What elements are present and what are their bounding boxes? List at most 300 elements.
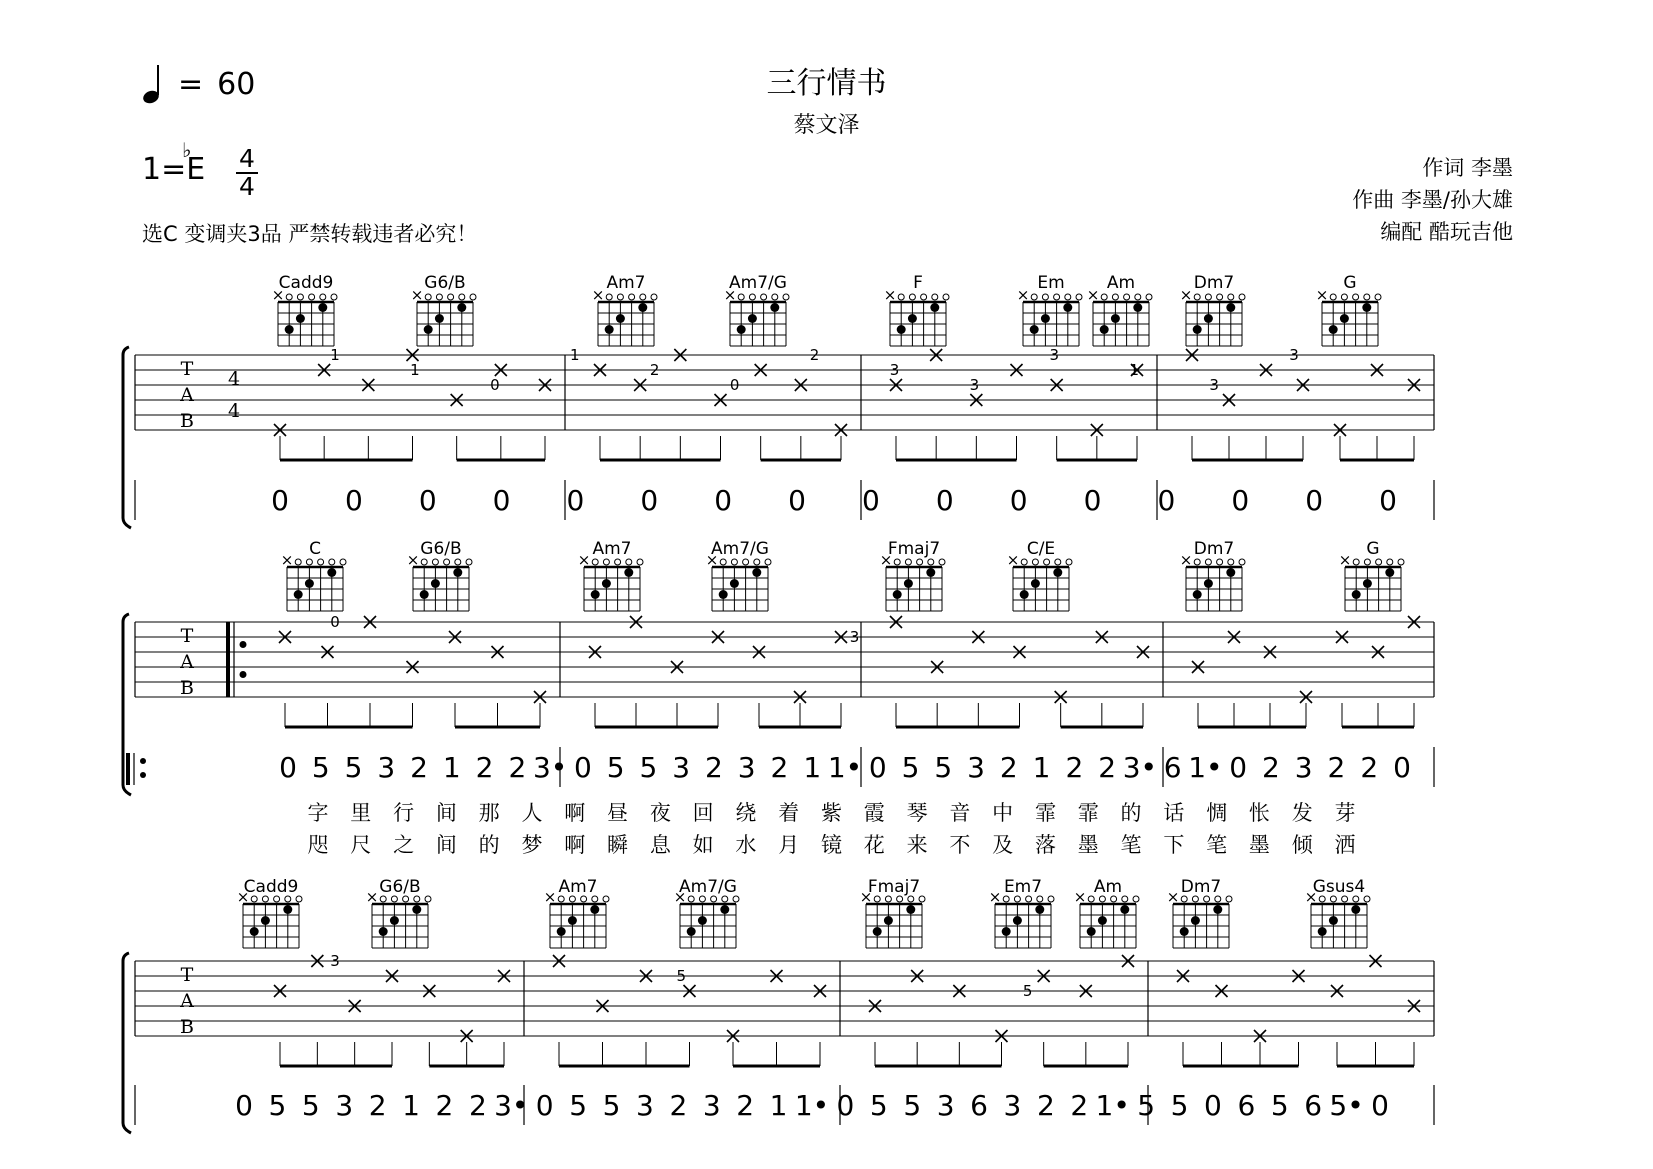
- jianpu-note: 2: [508, 751, 527, 784]
- chord-open-mark: [1205, 559, 1211, 565]
- chord-open-mark: [603, 896, 609, 902]
- lyric-verse-2: 笔: [1206, 833, 1228, 857]
- chord-open-mark: [1124, 294, 1130, 300]
- jianpu-note: 5: [569, 1089, 588, 1122]
- lyric-verse-1: 间: [435, 801, 457, 825]
- lyric-verse-2: 下: [1163, 833, 1185, 857]
- jianpu-note: 1•: [1095, 1089, 1130, 1122]
- jianpu-note: 2: [736, 1089, 755, 1122]
- lyric-verse-2: 花: [863, 833, 885, 857]
- jianpu-note: 5: [301, 1089, 320, 1122]
- chord-name: Gsus4: [1312, 877, 1366, 897]
- chord-open-mark: [1055, 559, 1061, 565]
- chord-mute-mark: ×: [1166, 888, 1180, 906]
- tab-fret-number: 2: [649, 361, 660, 379]
- jianpu-note: 2: [999, 751, 1018, 784]
- chord-finger-dot: [1041, 314, 1050, 323]
- chord-mute-mark: ×: [577, 551, 591, 569]
- chord-finger-dot: [1053, 568, 1062, 577]
- jianpu-note: 3•: [532, 751, 568, 784]
- chord-finger-dot: [591, 590, 600, 599]
- arranger-credit: 编配 酷玩吉他: [1380, 220, 1513, 244]
- chord-open-mark: [1387, 559, 1393, 565]
- chord-finger-dot: [1352, 590, 1361, 599]
- chord-open-mark: [432, 559, 438, 565]
- jianpu-note: 5•: [1329, 1089, 1364, 1122]
- chord-open-mark: [629, 294, 635, 300]
- lyric-verse-1: 绕: [735, 801, 757, 825]
- chord-mute-mark: ×: [1338, 551, 1352, 569]
- jianpu-note: 0: [935, 484, 954, 517]
- jianpu-note: 0: [492, 484, 511, 517]
- jianpu-note: 0: [271, 484, 289, 517]
- lyric-verse-2: 之: [393, 833, 415, 857]
- chord-mute-mark: ×: [1315, 286, 1329, 304]
- chord-name: Dm7: [1193, 273, 1235, 293]
- chord-open-mark: [1376, 559, 1382, 565]
- tab-letter: T: [180, 625, 194, 647]
- jianpu-note: 1: [442, 751, 461, 784]
- jianpu-note: 0: [836, 1089, 855, 1122]
- chord-name: G6/B: [424, 273, 466, 293]
- chord-mute-mark: ×: [280, 551, 294, 569]
- lyric-verse-2: 水: [735, 833, 757, 857]
- jianpu-note: 0: [1204, 1089, 1222, 1122]
- chord-open-mark: [425, 294, 431, 300]
- jianpu-note: 2: [468, 1089, 487, 1122]
- jianpu-note: 0: [535, 1089, 554, 1122]
- chord-mute-mark: ×: [673, 888, 687, 906]
- jianpu-note: 3: [1294, 751, 1313, 784]
- chord-open-mark: [783, 294, 789, 300]
- chord-finger-dot: [1204, 314, 1213, 323]
- chord-finger-dot: [1133, 303, 1142, 312]
- chord-open-mark: [772, 294, 778, 300]
- chord-finger-dot: [1362, 303, 1371, 312]
- chord-mute-mark: ×: [1016, 286, 1030, 304]
- lyric-verse-2: 如: [692, 833, 714, 857]
- chord-open-mark: [1398, 559, 1404, 565]
- jianpu-note: 5: [1170, 1089, 1189, 1122]
- chord-open-mark: [1217, 559, 1223, 565]
- jianpu-note: 2: [1070, 1089, 1089, 1122]
- chord-finger-dot: [1363, 579, 1372, 588]
- chord-name: Am7/G: [679, 877, 737, 897]
- chord-name: G6/B: [379, 877, 421, 897]
- chord-name: Fmaj7: [867, 877, 921, 897]
- jianpu-note: 5: [639, 751, 658, 784]
- lyric-verse-1: 那: [478, 801, 500, 825]
- chord-finger-dot: [1063, 303, 1072, 312]
- jianpu-note: 0: [788, 484, 806, 517]
- chord-open-mark: [917, 559, 923, 565]
- chord-open-mark: [329, 559, 335, 565]
- jianpu-note: 3: [702, 1089, 721, 1122]
- chord-finger-dot: [752, 568, 761, 577]
- tab-letter: A: [180, 990, 194, 1012]
- repeat-dot: [140, 772, 146, 778]
- chord-mute-mark: ×: [406, 551, 420, 569]
- chord-mute-mark: ×: [988, 888, 1002, 906]
- jianpu-note: 3•: [1122, 751, 1158, 784]
- lyric-verse-1: 怅: [1248, 801, 1270, 825]
- chord-open-mark: [939, 559, 945, 565]
- chord-finger-dot: [904, 579, 913, 588]
- tab-fret-number: 3: [330, 952, 340, 970]
- chord-finger-dot: [390, 916, 399, 925]
- chord-open-mark: [898, 294, 904, 300]
- chord-name: Am7: [606, 273, 646, 293]
- jianpu-note: 0: [868, 751, 887, 784]
- lyric-verse-2: 的: [478, 833, 500, 857]
- jianpu-note: 2: [1327, 751, 1346, 784]
- chord-finger-dot: [730, 579, 739, 588]
- lyric-verse-2: 及: [992, 833, 1014, 857]
- tab-letter: B: [180, 677, 194, 699]
- jianpu-note: 3: [335, 1089, 354, 1122]
- jianpu-note: 5: [901, 751, 920, 784]
- chord-finger-dot: [327, 568, 336, 577]
- chord-open-mark: [626, 559, 632, 565]
- chord-open-mark: [1364, 294, 1370, 300]
- lyric-verse-2: 啊: [564, 833, 586, 857]
- jianpu-note: 0: [1229, 751, 1248, 784]
- chord-open-mark: [448, 294, 454, 300]
- chord-open-mark: [1054, 294, 1060, 300]
- chord-finger-dot: [1180, 927, 1189, 936]
- jianpu-note: 5: [934, 751, 953, 784]
- jianpu-note: 6: [1237, 1089, 1256, 1122]
- chord-mute-mark: ×: [365, 888, 379, 906]
- chord-open-mark: [1228, 294, 1234, 300]
- tab-fret-number: 1: [1129, 361, 1140, 379]
- tab-fret-number: 3: [889, 361, 900, 379]
- tab-fret-number: 3: [1209, 376, 1219, 394]
- lyric-verse-1: 昼: [607, 801, 629, 825]
- lyric-verse-1: 话: [1163, 801, 1185, 825]
- chord-open-mark: [1364, 896, 1370, 902]
- chord-open-mark: [296, 896, 302, 902]
- jianpu-note: 1: [1032, 751, 1051, 784]
- chord-finger-dot: [748, 314, 757, 323]
- tab-letter: A: [180, 651, 194, 673]
- chord-finger-dot: [1100, 325, 1109, 334]
- chord-open-mark: [295, 559, 301, 565]
- lyric-verse-1: 发: [1291, 801, 1313, 825]
- chord-open-mark: [1146, 294, 1152, 300]
- chord-finger-dot: [930, 303, 939, 312]
- chord-name: C/E: [1026, 539, 1056, 559]
- time-top: 4: [239, 144, 255, 173]
- chord-open-mark: [1205, 294, 1211, 300]
- jianpu-note: 0: [418, 484, 437, 517]
- chord-finger-dot: [1340, 314, 1349, 323]
- chord-name: C: [309, 539, 321, 559]
- chord-open-mark: [1076, 294, 1082, 300]
- chord-name: Am: [1106, 273, 1136, 293]
- chord-mute-mark: ×: [859, 888, 873, 906]
- chord-name: Am: [1093, 877, 1123, 897]
- chord-finger-dot: [687, 927, 696, 936]
- chord-open-mark: [1217, 294, 1223, 300]
- chord-finger-dot: [457, 303, 466, 312]
- chord-open-mark: [1048, 896, 1054, 902]
- chord-open-mark: [1375, 294, 1381, 300]
- chord-name: Am7: [558, 877, 598, 897]
- chord-finger-dot: [1120, 905, 1129, 914]
- tab-fret-number: 3: [849, 628, 860, 646]
- chord-finger-dot: [379, 927, 388, 936]
- chord-name: Em: [1037, 273, 1065, 293]
- chord-finger-dot: [590, 905, 599, 914]
- chord-open-mark: [421, 559, 427, 565]
- chord-open-mark: [436, 294, 442, 300]
- chord-finger-dot: [1318, 927, 1327, 936]
- chord-open-mark: [651, 294, 657, 300]
- lyric-verse-2: 梦: [521, 833, 543, 857]
- jianpu-note: 1•: [827, 751, 863, 784]
- song-artist: 蔡文泽: [793, 113, 860, 138]
- lyric-verse-1: 夜: [649, 801, 671, 825]
- chord-finger-dot: [431, 579, 440, 588]
- lyric-verse-1: 芽: [1334, 801, 1356, 825]
- chord-mute-mark: ×: [543, 888, 557, 906]
- lyric-verse-1: 霞: [863, 801, 885, 825]
- chord-open-mark: [765, 559, 771, 565]
- chord-open-mark: [1194, 559, 1200, 565]
- chord-open-mark: [1066, 559, 1072, 565]
- tab-fret-number: 2: [809, 346, 820, 364]
- lyric-verse-2: 笔: [1120, 833, 1142, 857]
- jianpu-note: 3: [1003, 1089, 1022, 1122]
- chord-finger-dot: [296, 314, 305, 323]
- chord-finger-dot: [568, 916, 577, 925]
- lyric-verse-1: 啊: [564, 801, 586, 825]
- tab-letter: A: [180, 384, 194, 406]
- chord-name: Am7: [592, 539, 632, 559]
- chord-mute-mark: ×: [1179, 551, 1193, 569]
- lyric-verse-1: 着: [778, 801, 800, 825]
- chord-finger-dot: [1087, 927, 1096, 936]
- chord-finger-dot: [1226, 303, 1235, 312]
- jianpu-note: 2: [475, 751, 494, 784]
- chord-open-mark: [921, 294, 927, 300]
- chord-mute-mark: ×: [1006, 551, 1020, 569]
- jianpu-note: 6: [1304, 1089, 1323, 1122]
- jianpu-note: 0: [1083, 484, 1102, 517]
- chord-finger-dot: [906, 905, 915, 914]
- repeat-dot: [240, 671, 247, 678]
- lyric-verse-1: 行: [393, 801, 415, 825]
- jianpu-note: 0: [1305, 484, 1324, 517]
- tab-fret-number: 0: [729, 376, 740, 394]
- jianpu-note: 0: [1231, 484, 1250, 517]
- chord-finger-dot: [1030, 325, 1039, 334]
- composer-credit: 作曲 李墨/孙大雄: [1352, 188, 1513, 212]
- jianpu-note: 5: [903, 1089, 922, 1122]
- chord-open-mark: [743, 559, 749, 565]
- jianpu-note: 2: [368, 1089, 387, 1122]
- chord-finger-dot: [1035, 905, 1044, 914]
- jianpu-note: 1: [402, 1089, 420, 1122]
- chord-mute-mark: ×: [1073, 888, 1087, 906]
- chord-open-mark: [1135, 294, 1141, 300]
- jianpu-note: 3: [672, 751, 691, 784]
- jianpu-note: 0: [640, 484, 659, 517]
- chord-open-mark: [1330, 294, 1336, 300]
- jianpu-note: 5: [1270, 1089, 1289, 1122]
- chord-finger-dot: [1329, 325, 1338, 334]
- chord-open-mark: [615, 559, 621, 565]
- jianpu-note: 1•: [794, 1089, 830, 1122]
- chord-finger-dot: [318, 303, 327, 312]
- chord-finger-dot: [1002, 927, 1011, 936]
- lyric-verse-1: 音: [949, 801, 971, 825]
- chord-finger-dot: [412, 905, 421, 914]
- chord-mute-mark: ×: [1086, 286, 1100, 304]
- jianpu-note: 3: [936, 1089, 955, 1122]
- chord-open-mark: [761, 294, 767, 300]
- chord-mute-mark: ×: [705, 551, 719, 569]
- chord-open-mark: [470, 294, 476, 300]
- jianpu-note: 6: [1163, 751, 1182, 784]
- repeat-dot: [240, 641, 247, 648]
- jianpu-note: 6: [970, 1089, 988, 1122]
- tab-fret-number: 1: [330, 346, 340, 364]
- jianpu-note: 0: [1157, 484, 1176, 517]
- lyric-verse-2: 来: [906, 833, 928, 857]
- chord-finger-dot: [1191, 916, 1200, 925]
- jianpu-note: 2: [435, 1089, 454, 1122]
- jianpu-note: 1: [803, 751, 822, 784]
- jianpu-note: 0: [279, 751, 297, 784]
- chord-open-mark: [1353, 559, 1359, 565]
- chord-name: F: [913, 273, 923, 293]
- capo-note: 选C 变调夹3品 严禁转载违者必究！: [142, 222, 478, 246]
- jianpu-note: 0: [235, 1089, 253, 1122]
- chord-open-mark: [331, 294, 337, 300]
- jianpu-note: 5: [1137, 1089, 1156, 1122]
- chord-open-mark: [1228, 559, 1234, 565]
- chord-open-mark: [318, 559, 324, 565]
- chord-finger-dot: [453, 568, 462, 577]
- chord-open-mark: [425, 896, 431, 902]
- chord-mute-mark: ×: [591, 286, 605, 304]
- chord-open-mark: [444, 559, 450, 565]
- lyric-verse-1: 人: [521, 801, 543, 825]
- tab-fret-number: 0: [490, 376, 500, 394]
- chord-open-mark: [1088, 896, 1094, 902]
- lyric-verse-1: 中: [992, 801, 1014, 825]
- time-bottom: 4: [239, 172, 255, 201]
- chord-open-mark: [1194, 294, 1200, 300]
- chord-mute-mark: ×: [410, 286, 424, 304]
- chord-mute-mark: ×: [883, 286, 897, 304]
- tab-fret-number: 3: [1289, 346, 1299, 364]
- tab-fret-number: 5: [1022, 982, 1033, 1000]
- chord-finger-dot: [250, 927, 259, 936]
- song-title: 三行情书: [766, 66, 887, 101]
- chord-open-mark: [1042, 294, 1048, 300]
- lyric-verse-1: 里: [350, 801, 372, 825]
- tab-time-bottom: 4: [227, 400, 241, 422]
- chord-name: Dm7: [1180, 877, 1222, 897]
- jianpu-note: 0: [573, 751, 592, 784]
- chord-name: Em7: [1003, 877, 1043, 897]
- tab-fret-number: 1: [569, 346, 580, 364]
- lyric-verse-2: 倾: [1291, 833, 1313, 857]
- chord-mute-mark: ×: [1179, 286, 1193, 304]
- chord-open-mark: [928, 559, 934, 565]
- chord-open-mark: [1044, 559, 1050, 565]
- chord-open-mark: [731, 559, 737, 565]
- chord-name: Fmaj7: [887, 539, 941, 559]
- lyric-verse-2: 镜: [821, 833, 842, 857]
- chord-finger-dot: [1329, 916, 1338, 925]
- jianpu-note: 0: [714, 484, 733, 517]
- chord-open-mark: [738, 294, 744, 300]
- chord-open-mark: [309, 294, 315, 300]
- chord-name: G6/B: [420, 539, 462, 559]
- chord-finger-dot: [1204, 579, 1213, 588]
- chord-finger-dot: [638, 303, 647, 312]
- chord-open-mark: [1226, 896, 1232, 902]
- chord-open-mark: [754, 559, 760, 565]
- chord-open-mark: [919, 896, 925, 902]
- lyric-verse-1: 字: [307, 801, 329, 825]
- chord-finger-dot: [424, 325, 433, 334]
- chord-finger-dot: [605, 325, 614, 334]
- lyric-verse-2: 间: [435, 833, 457, 857]
- chord-mute-mark: ×: [723, 286, 737, 304]
- chord-finger-dot: [873, 927, 882, 936]
- jianpu-note: 5: [344, 751, 363, 784]
- chord-open-mark: [340, 559, 346, 565]
- chord-open-mark: [306, 559, 312, 565]
- lyric-verse-2: 墨: [1077, 833, 1099, 857]
- jianpu-note: 5: [869, 1089, 888, 1122]
- jianpu-note: 3: [967, 751, 985, 784]
- chord-finger-dot: [1226, 568, 1235, 577]
- chord-finger-dot: [719, 590, 728, 599]
- jianpu-note: 2: [770, 751, 789, 784]
- lyric-verse-1: 回: [692, 801, 714, 825]
- jianpu-note: 5: [606, 751, 625, 784]
- chord-open-mark: [1031, 294, 1037, 300]
- system-bracket: [123, 347, 131, 528]
- chord-open-mark: [932, 294, 938, 300]
- tab-fret-number: 5: [676, 967, 687, 985]
- jianpu-note: 2: [1065, 751, 1084, 784]
- chord-finger-dot: [557, 927, 566, 936]
- chord-mute-mark: ×: [271, 286, 285, 304]
- chord-finger-dot: [602, 579, 611, 588]
- jianpu-note: 1•: [1188, 751, 1223, 784]
- jianpu-note: 2: [669, 1089, 688, 1122]
- key-prefix: 1=: [142, 152, 187, 187]
- lyric-verse-1: 惆: [1206, 801, 1228, 825]
- chord-finger-dot: [616, 314, 625, 323]
- chord-open-mark: [592, 559, 598, 565]
- chord-open-mark: [1032, 559, 1038, 565]
- chord-finger-dot: [435, 314, 444, 323]
- chord-finger-dot: [1193, 325, 1202, 334]
- chord-open-mark: [909, 294, 915, 300]
- chord-finger-dot: [305, 579, 314, 588]
- chord-open-mark: [1065, 294, 1071, 300]
- jianpu-note: 5: [311, 751, 330, 784]
- jianpu-note: 3: [737, 751, 756, 784]
